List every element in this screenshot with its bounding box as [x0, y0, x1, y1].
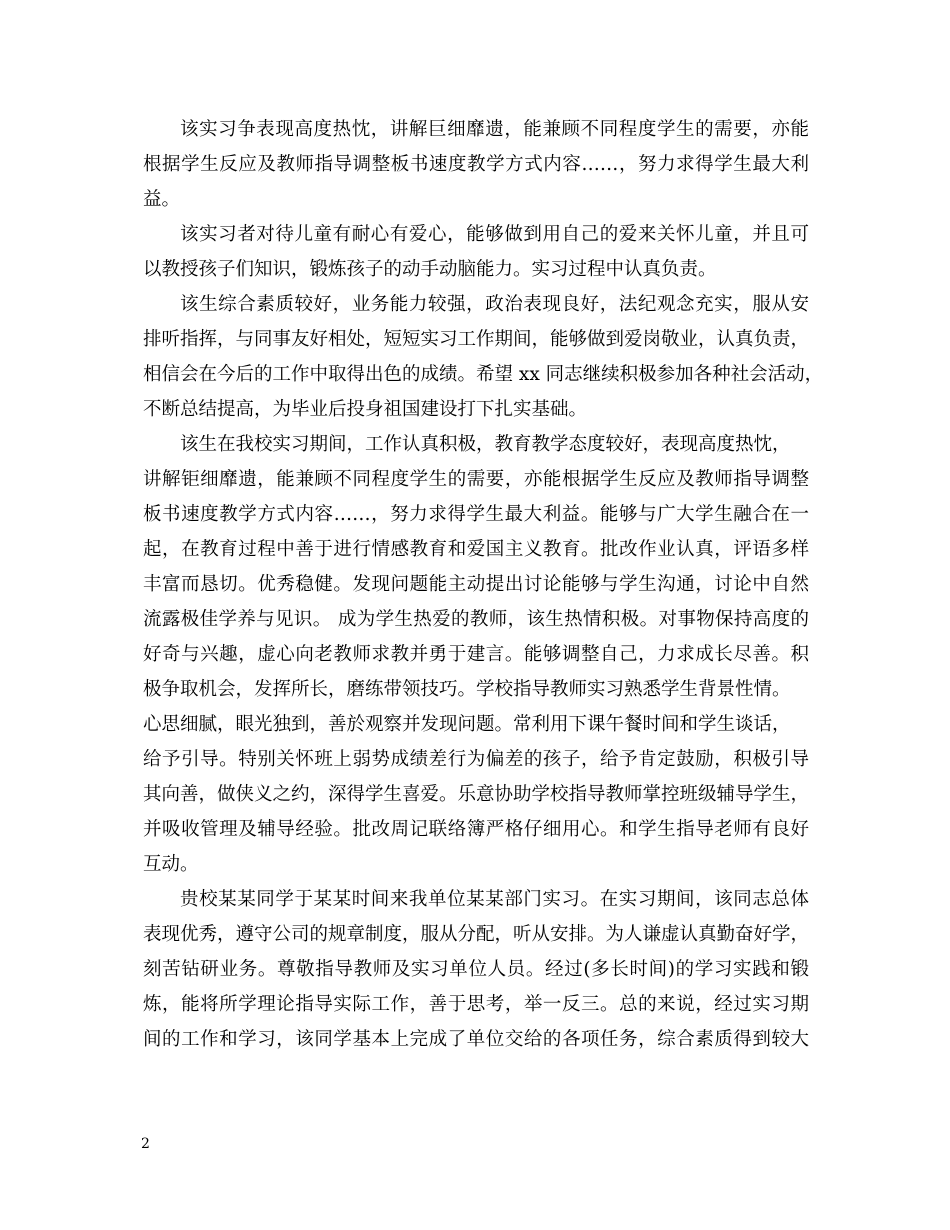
text-line: 刻苦钻研业务。尊敬指导教师及实习单位人员。经过(多长时间)的学习实践和锻: [143, 959, 809, 980]
text-line: 其向善，做侠义之约，深得学生喜爱。乐意协助学校指导教师掌控班级辅导学生，: [143, 784, 810, 805]
text-line: 给予引导。特别关怀班上弱势成绩差行为偏差的孩子，给予肯定鼓励，积极引导: [143, 749, 809, 770]
text-line: 极争取机会，发挥所长，磨练带领技巧。学校指导教师实习熟悉学生背景性情。: [143, 679, 791, 700]
text-line: 该生综合素质较好，业务能力较强，政治表现良好，法纪观念充实，服从安: [180, 294, 809, 315]
text-line: 互动。: [143, 854, 199, 875]
text-line: 不断总结提高，为毕业后投身祖国建设打下扎实基础。: [143, 399, 588, 420]
text-line: 流露极佳学养与见识。 成为学生热爱的教师，该生热情积极。对事物保持高度的: [143, 609, 809, 630]
text-line: 起，在教育过程中善于进行情感教育和爱国主义教育。批改作业认真，评语多样: [143, 539, 809, 560]
text-line: 该实习者对待儿童有耐心有爱心，能够做到用自己的爱来关怀儿童，并且可: [180, 224, 809, 245]
text-line: 心思细腻，眼光独到，善於观察并发现问题。常利用下课午餐时间和学生谈话，: [143, 714, 791, 735]
text-line: 讲解钜细靡遗，能兼顾不同程度学生的需要，亦能根据学生反应及教师指导调整: [143, 469, 809, 490]
text-line: 炼，能将所学理论指导实际工作，善于思考，举一反三。总的来说，经过实习期: [143, 994, 809, 1015]
text-line: 排听指挥，与同事友好相处，短短实习工作期间，能够做到爱岗敬业，认真负责，: [143, 329, 810, 350]
text-line: 表现优秀，遵守公司的规章制度，服从分配，听从安排。为人谦虚认真勤奋好学，: [143, 924, 810, 945]
text-line: 相信会在今后的工作中取得出色的成绩。希望 xx 同志继续积极参加各种社会活动，: [143, 364, 824, 385]
text-line: 以教授孩子们知识，锻炼孩子的动手动脑能力。实习过程中认真负责。: [143, 259, 717, 280]
text-line: 该实习争表现高度热忱，讲解巨细靡遗，能兼顾不同程度学生的需要，亦能: [180, 119, 809, 140]
text-line: 贵校某某同学于某某时间来我单位某某部门实习。在实习期间，该同志总体: [180, 889, 809, 910]
document-body: [143, 112, 824, 1057]
text-line: 间的工作和学习，该同学基本上完成了单位交给的各项任务，综合素质得到较大: [143, 1029, 809, 1050]
text-line: 益。: [143, 189, 181, 210]
text-line: 板书速度教学方式内容……，努力求得学生最大利益。能够与广大学生融合在一: [143, 504, 809, 525]
text-line: 好奇与兴趣，虚心向老教师求教并勇于建言。能够调整自己，力求成长尽善。积: [143, 644, 809, 665]
text-line: 丰富而恳切。优秀稳健。发现问题能主动提出讨论能够与学生沟通，讨论中自然: [143, 574, 809, 595]
page-number: 2: [141, 1136, 150, 1152]
text-line: 并吸收管理及辅导经验。批改周记联络簿严格仔细用心。和学生指导老师有良好: [143, 819, 809, 840]
text-line: 该生在我校实习期间，工作认真积极，教育教学态度较好，表现高度热忱，: [180, 434, 791, 455]
text-line: 根据学生反应及教师指导调整板书速度教学方式内容……，努力求得学生最大利: [143, 154, 809, 175]
